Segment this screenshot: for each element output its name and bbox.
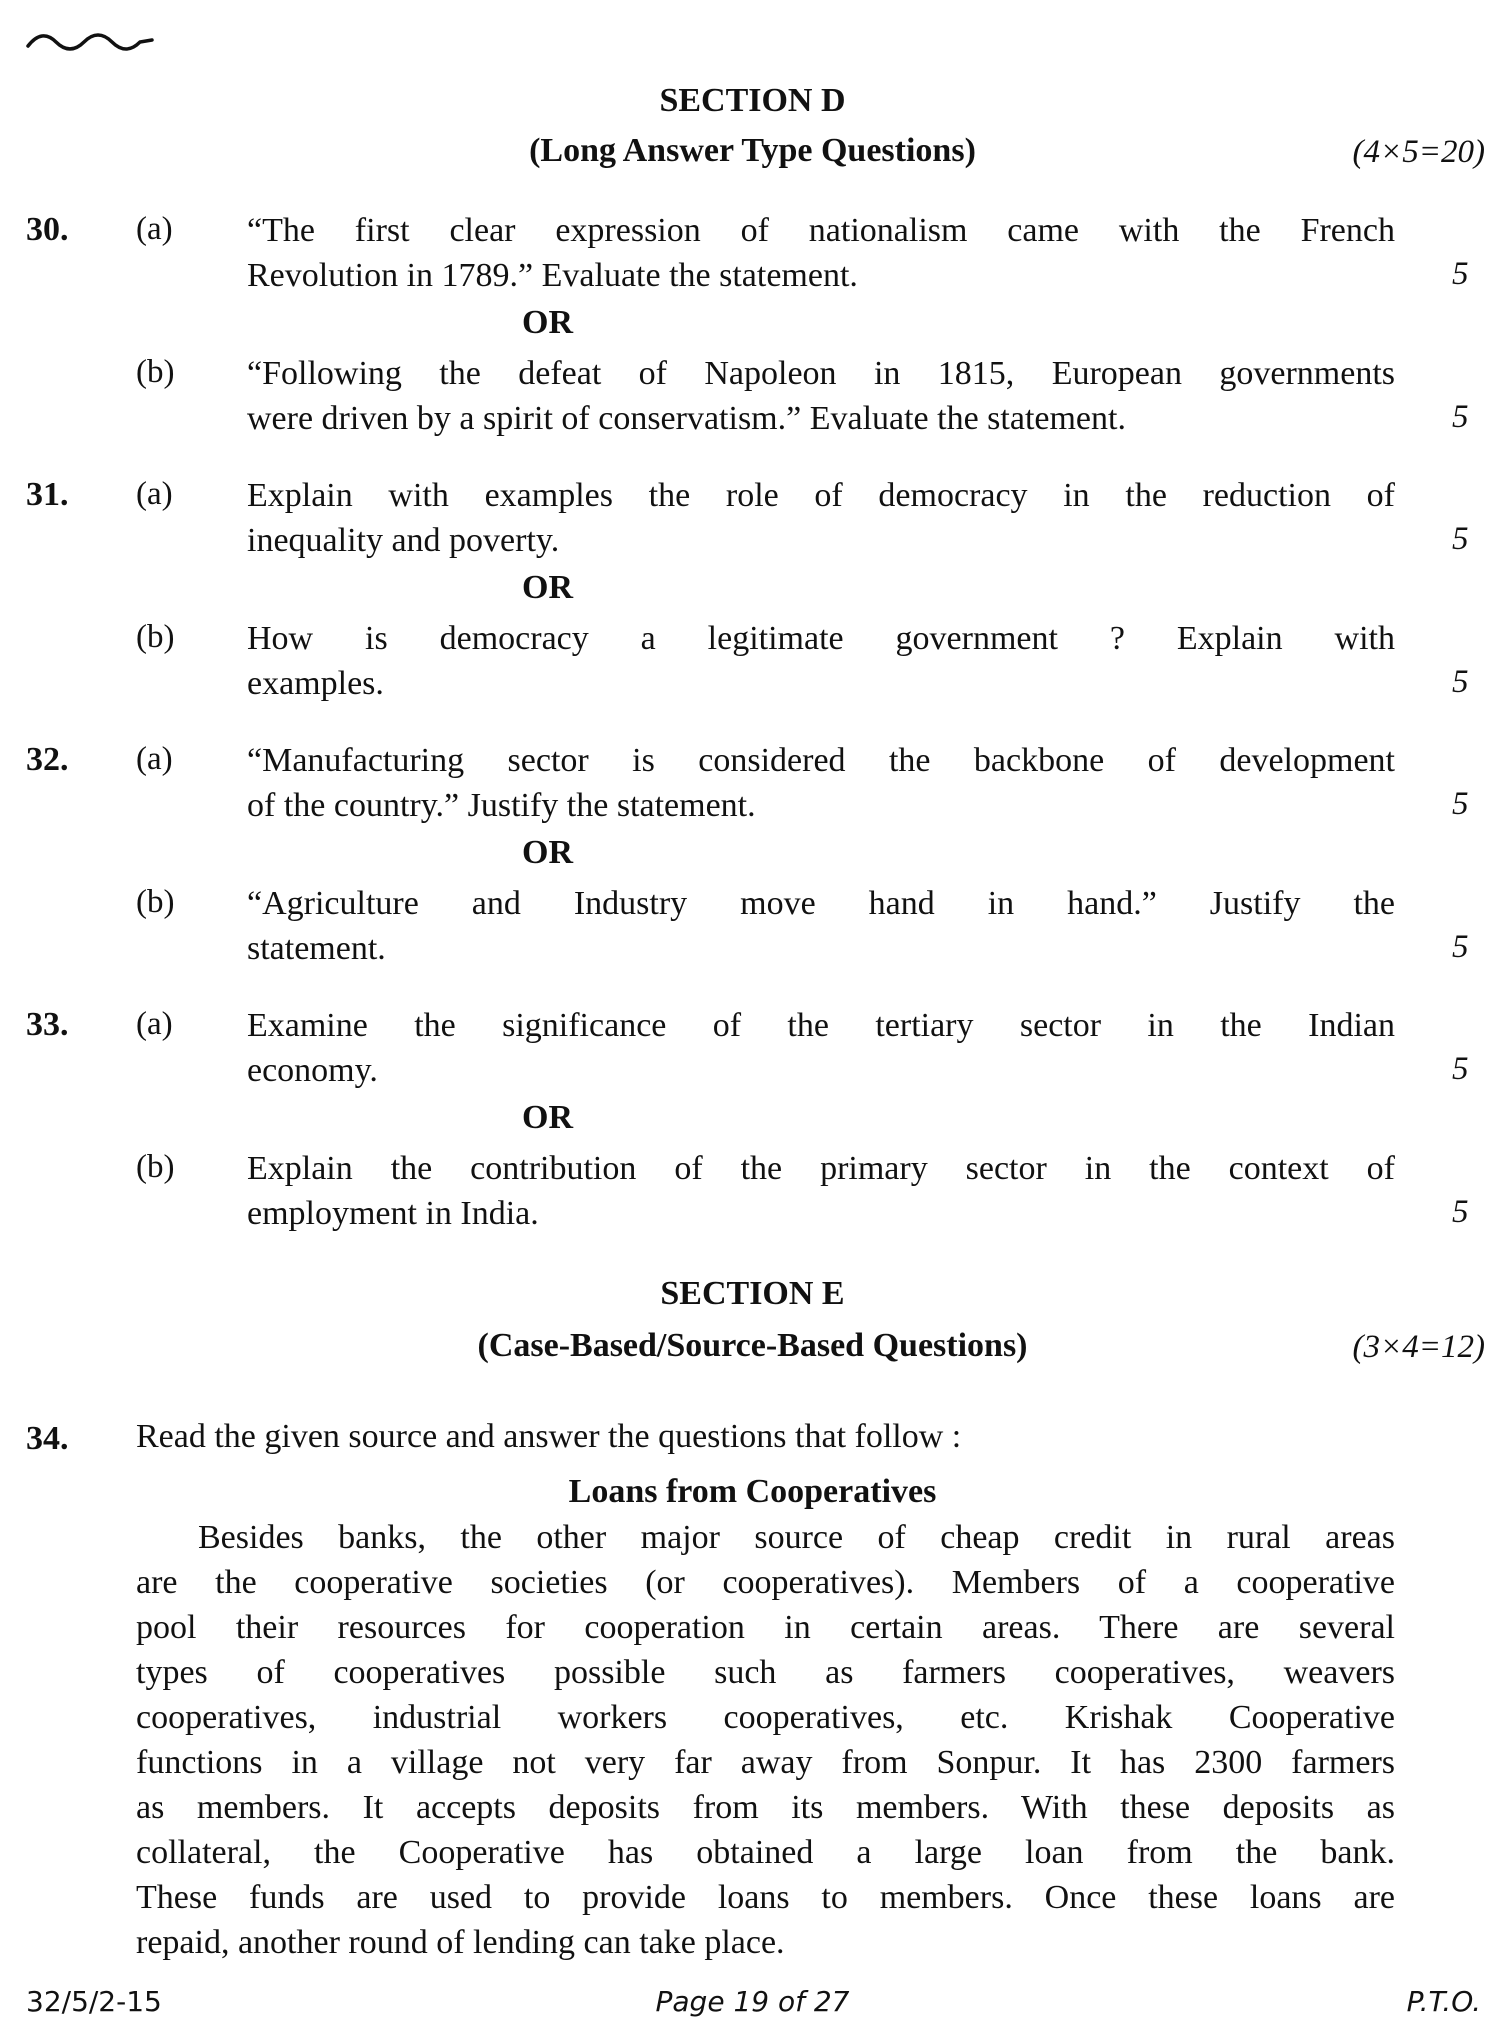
option-label: (b) (136, 619, 175, 655)
or-separator: OR (522, 1099, 573, 1136)
question-text (247, 738, 1395, 828)
text-line: Explain the contribution of the primary sector in the context of (247, 1150, 1395, 1187)
marks-value: 5 (1452, 521, 1469, 557)
option-label: (b) (136, 884, 175, 920)
text-line: Examine the significance of the tertiary sector in the Indian (247, 1007, 1395, 1044)
text-line: are the cooperative societies (or cooperatives). Members of a cooperative (136, 1564, 1395, 1601)
pto-label: P.T.O. (1406, 1985, 1481, 2018)
text-line: types of cooperatives possible such as farmers cooperatives, weavers (136, 1654, 1395, 1691)
or-separator: OR (522, 304, 573, 341)
question-text (247, 881, 1395, 971)
question-text (247, 616, 1395, 706)
question-number: 33. (26, 1006, 69, 1043)
section-e-title: SECTION E (660, 1275, 845, 1312)
text-line: “Agriculture and Industry move hand in hand.” Justify the (247, 885, 1395, 922)
text-line: functions in a village not very far away from Sonpur. It has 2300 farmers (136, 1744, 1395, 1781)
text-line: “Following the defeat of Napoleon in 1815, European governments (247, 355, 1395, 392)
text-line: statement. (247, 930, 386, 967)
text-line: Besides banks, the other major source of cheap credit in rural areas (198, 1519, 1395, 1556)
text-line: “The first clear expression of nationalism came with the French (247, 212, 1395, 249)
question-text (247, 1003, 1395, 1093)
text-line: as members. It accepts deposits from its members. With these deposits as (136, 1789, 1395, 1826)
text-line: of the country.” Justify the statement. (247, 787, 756, 824)
text-line: inequality and poverty. (247, 522, 560, 559)
marks-value: 5 (1452, 929, 1469, 965)
question-text (247, 351, 1395, 441)
source-paragraph (136, 1515, 1395, 1965)
source-title: Loans from Cooperatives (568, 1473, 937, 1510)
option-label: (a) (136, 1006, 173, 1042)
question-number: 32. (26, 741, 69, 778)
page-number: Page 19 of 27 (655, 1985, 850, 2018)
text-line: “Manufacturing sector is considered the backbone of development (247, 742, 1395, 779)
section-e-subtitle: (Case-Based/Source-Based Questions) (477, 1327, 1028, 1364)
text-line: These funds are used to provide loans to members. Once these loans are (136, 1879, 1395, 1916)
marks-value: 5 (1452, 664, 1469, 700)
text-line: examples. (247, 665, 384, 702)
question-instruction: Read the given source and answer the questions that follow : (136, 1418, 962, 1455)
text-line: collateral, the Cooperative has obtained a large loan from the bank. (136, 1834, 1395, 1871)
question-text (247, 208, 1395, 298)
option-label: (a) (136, 211, 173, 247)
text-line: repaid, another round of lending can take place. (136, 1924, 785, 1961)
or-separator: OR (522, 834, 573, 871)
text-line: economy. (247, 1052, 378, 1089)
option-label: (a) (136, 476, 173, 512)
question-number: 30. (26, 211, 69, 248)
marks-value: 5 (1452, 256, 1469, 292)
question-number: 31. (26, 476, 69, 513)
marks-value: 5 (1452, 1194, 1469, 1230)
question-number: 34. (26, 1420, 69, 1457)
section-d-marks-scheme: (4×5=20) (1352, 134, 1485, 170)
text-line: cooperatives, industrial workers cooperatives, etc. Krishak Cooperative (136, 1699, 1395, 1736)
text-line: pool their resources for cooperation in certain areas. There are several (136, 1609, 1395, 1646)
section-e-marks-scheme: (3×4=12) (1352, 1329, 1485, 1365)
text-line: employment in India. (247, 1195, 539, 1232)
text-line: Revolution in 1789.” Evaluate the statement. (247, 257, 858, 294)
marks-value: 5 (1452, 399, 1469, 435)
or-separator: OR (522, 569, 573, 606)
marks-value: 5 (1452, 1051, 1469, 1087)
option-label: (a) (136, 741, 173, 777)
section-d-subtitle: (Long Answer Type Questions) (529, 132, 976, 169)
option-label: (b) (136, 354, 175, 390)
squiggle-mark (24, 20, 156, 60)
section-d-title: SECTION D (659, 82, 846, 119)
text-line: Explain with examples the role of democracy in the reduction of (247, 477, 1395, 514)
question-text (247, 1146, 1395, 1236)
marks-value: 5 (1452, 786, 1469, 822)
text-line: How is democracy a legitimate government ? Explain with (247, 620, 1395, 657)
option-label: (b) (136, 1149, 175, 1185)
paper-code: 32/5/2-15 (26, 1985, 162, 2018)
question-text (247, 473, 1395, 563)
text-line: were driven by a spirit of conservatism.” Evaluate the statement. (247, 400, 1126, 437)
